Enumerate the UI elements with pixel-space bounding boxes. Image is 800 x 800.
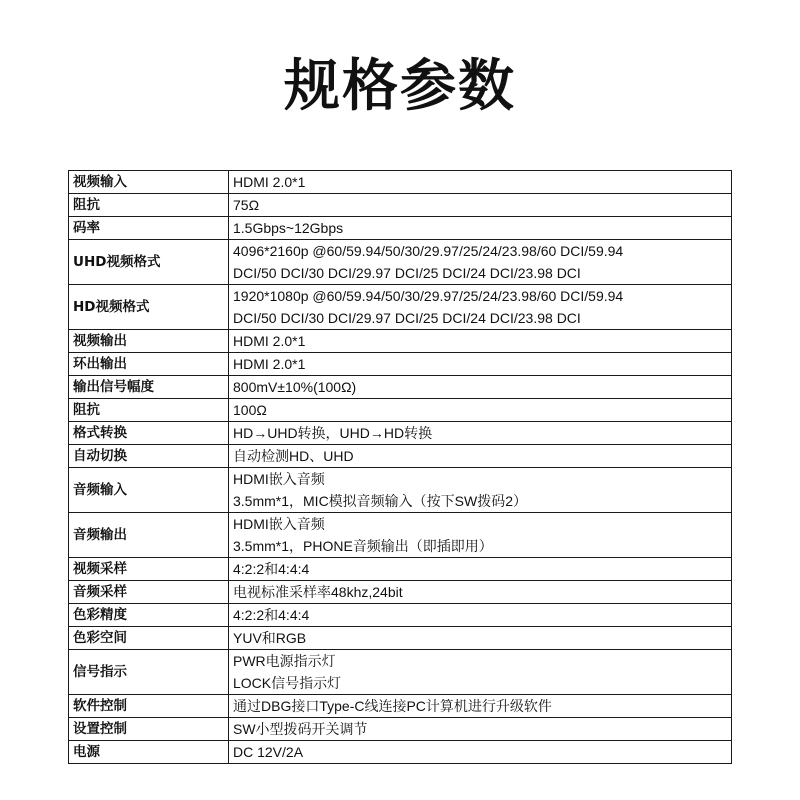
spec-row [69,581,732,604]
spec-label: 设置控制 [69,718,229,741]
spec-value-line: HDMI嵌入音频 [233,471,325,487]
spec-value-line: DCI/50 DCI/30 DCI/29.97 DCI/25 DCI/24 DCI/23.98 DCI [233,310,581,326]
spec-value [229,171,732,194]
spec-value-line: PWR电源指示灯 [233,653,336,669]
spec-label: 视频输出 [69,330,229,353]
spec-table-body [69,171,732,764]
spec-value [229,558,732,581]
spec-label: UHD视频格式 [69,240,229,285]
spec-value-line: 100Ω [233,402,267,418]
spec-value-line: 800mV±10%(100Ω) [233,379,357,395]
spec-value-line: 1920*1080p @60/59.94/50/30/29.97/25/24/23.98/60 DCI/59.94 [233,288,624,304]
spec-value-line: 通过DBG接口Type-C线连接PC计算机进行升级软件 [233,698,552,714]
spec-value-line: LOCK信号指示灯 [233,675,342,691]
spec-value-line: 4:2:2和4:4:4 [233,607,310,623]
spec-label: 阻抗 [69,194,229,217]
spec-value [229,285,732,330]
spec-value [229,399,732,422]
spec-value [229,353,732,376]
spec-value-line: HDMI 2.0*1 [233,174,306,190]
spec-row [69,627,732,650]
spec-row [69,399,732,422]
spec-row [69,468,732,513]
spec-value-line: HDMI 2.0*1 [233,356,306,372]
spec-value-line: 75Ω [233,197,260,213]
spec-row [69,445,732,468]
spec-value [229,627,732,650]
spec-row [69,353,732,376]
spec-value [229,650,732,695]
spec-row [69,718,732,741]
spec-label: 阻抗 [69,399,229,422]
spec-row [69,376,732,399]
spec-label: HD视频格式 [69,285,229,330]
spec-label: 软件控制 [69,695,229,718]
spec-value-line: 4:2:2和4:4:4 [233,561,310,577]
spec-value [229,422,732,445]
page-title: 规格参数 [284,54,516,119]
spec-label: 信号指示 [69,650,229,695]
spec-row [69,422,732,445]
spec-row [69,558,732,581]
spec-label: 环出输出 [69,353,229,376]
spec-value [229,581,732,604]
spec-value [229,194,732,217]
spec-label: 音频采样 [69,581,229,604]
spec-value [229,695,732,718]
spec-value [229,240,732,285]
spec-label: 自动切换 [69,445,229,468]
spec-row [69,741,732,764]
spec-value-line: SW小型拨码开关调节 [233,721,368,737]
spec-label: 电源 [69,741,229,764]
spec-label: 音频输入 [69,468,229,513]
spec-value [229,741,732,764]
spec-value [229,513,732,558]
spec-value-line: 自动检测HD、UHD [233,448,354,464]
spec-row [69,240,732,285]
spec-row [69,171,732,194]
spec-value [229,445,732,468]
spec-row [69,194,732,217]
spec-label: 视频采样 [69,558,229,581]
spec-value-line: YUV和RGB [233,630,307,646]
spec-table [68,170,732,764]
spec-row [69,650,732,695]
spec-value [229,718,732,741]
spec-label: 格式转换 [69,422,229,445]
spec-row [69,513,732,558]
spec-row [69,695,732,718]
spec-value-line: HDMI 2.0*1 [233,333,306,349]
spec-value [229,468,732,513]
spec-value-line: 3.5mm*1，PHONE音频输出（即插即用） [233,538,493,554]
spec-label: 音频输出 [69,513,229,558]
spec-row [69,330,732,353]
spec-value-line: 电视标准采样率48khz,24bit [233,584,403,600]
spec-value-line: 1.5Gbps~12Gbps [233,220,344,236]
spec-label: 视频输入 [69,171,229,194]
spec-label: 输出信号幅度 [69,376,229,399]
spec-value [229,376,732,399]
spec-value [229,217,732,240]
spec-value-line: HDMI嵌入音频 [233,516,325,532]
spec-label: 码率 [69,217,229,240]
spec-value [229,330,732,353]
spec-value [229,604,732,627]
spec-label: 色彩精度 [69,604,229,627]
spec-row [69,604,732,627]
spec-row [69,217,732,240]
spec-value-line: DC 12V/2A [233,744,304,760]
spec-row [69,285,732,330]
spec-value-line: 4096*2160p @60/59.94/50/30/29.97/25/24/23.98/60 DCI/59.94 [233,243,624,259]
spec-value-line: 3.5mm*1，MIC模拟音频输入（按下SW拨码2） [233,493,528,509]
spec-value-line: HD→UHD转换，UHD→HD转换 [233,425,433,441]
spec-value-line: DCI/50 DCI/30 DCI/29.97 DCI/25 DCI/24 DCI/23.98 DCI [233,265,581,281]
spec-label: 色彩空间 [69,627,229,650]
